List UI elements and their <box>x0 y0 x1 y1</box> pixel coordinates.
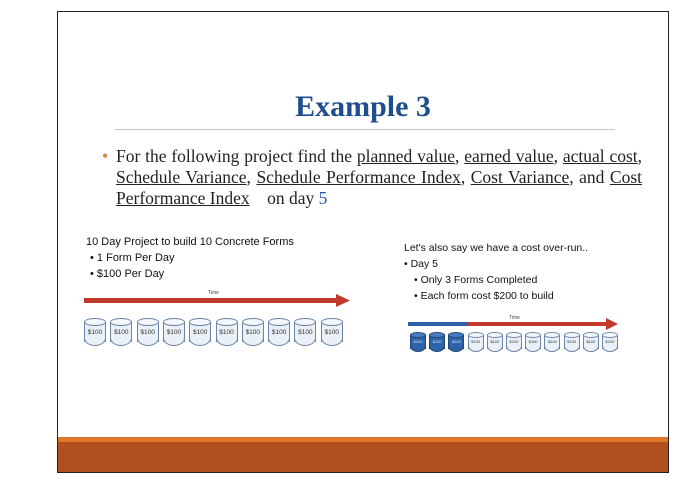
term-spi: Schedule Performance Index <box>256 167 461 187</box>
term-cost-variance: Cost Variance <box>470 167 570 187</box>
form-cost-label: $100 <box>114 329 129 336</box>
term-cpi: Cost Performance Index <box>116 167 642 208</box>
form-cost-label: $100 <box>490 339 500 344</box>
form-cost-label: $100 <box>219 329 234 336</box>
form-cost-label: $100 <box>140 329 155 336</box>
right-time-label: Time <box>509 315 520 321</box>
concrete-form <box>564 332 580 352</box>
term-schedule-variance: Schedule Variance <box>116 167 247 187</box>
form-cost-label: $100 <box>166 329 182 336</box>
form-cost-label: $100 <box>509 339 519 344</box>
concrete-form <box>242 318 264 346</box>
concrete-form <box>410 332 426 352</box>
right-item: • Day 5 <box>404 258 439 270</box>
form-cost-label: $100 <box>547 339 557 344</box>
right-time-arrow <box>408 318 620 330</box>
term-actual-cost: actual cost <box>562 146 638 166</box>
title-divider <box>115 129 615 130</box>
form-cost-label: $200 <box>432 339 442 344</box>
term-earned-value: earned value <box>464 146 554 166</box>
concrete-form <box>468 332 484 352</box>
concrete-form <box>189 318 211 346</box>
concrete-form <box>448 332 464 352</box>
form-cost-label: $100 <box>245 329 261 336</box>
concrete-form <box>544 332 560 352</box>
form-cost-label: $100 <box>528 339 538 344</box>
form-cost-label: $100 <box>605 339 615 344</box>
form-cost-label: $100 <box>298 329 313 336</box>
concrete-form <box>294 318 316 346</box>
slide <box>57 11 669 473</box>
right-subitem: • Each form cost $200 to build <box>414 290 554 302</box>
form-cost-label: $100 <box>87 329 103 336</box>
concrete-form <box>487 332 503 352</box>
concrete-form <box>321 318 343 346</box>
concrete-form <box>216 318 238 346</box>
concrete-form <box>602 332 618 352</box>
bullet-text: For the following project find the planned value, earned value, actual cost, Schedule Variance, Schedule Performance Index, Cost Variance, and Cost Performance Index on day 5 <box>116 146 643 208</box>
bullet-dot-icon: • <box>102 146 109 166</box>
right-subitem: • Only 3 Forms Completed <box>414 274 538 286</box>
left-time-arrow <box>84 294 352 308</box>
form-cost-label: $100 <box>567 339 577 344</box>
slide-title: Example 3 <box>295 90 431 123</box>
concrete-form <box>268 318 290 346</box>
concrete-form <box>525 332 541 352</box>
concrete-form <box>429 332 445 352</box>
right-heading: Let's also say we have a cost over-run.. <box>404 242 589 254</box>
form-cost-label: $100 <box>586 339 596 344</box>
form-cost-label: $200 <box>451 339 461 344</box>
right-panel <box>404 242 654 306</box>
form-cost-label: $100 <box>192 329 208 336</box>
concrete-form <box>137 318 159 346</box>
concrete-form <box>163 318 185 346</box>
left-panel <box>86 236 356 284</box>
form-cost-label: $100 <box>471 339 481 344</box>
left-time-label: Time <box>208 290 219 296</box>
left-item: • $100 Per Day <box>90 268 165 280</box>
concrete-form <box>583 332 599 352</box>
left-heading: 10 Day Project to build 10 Concrete Forms <box>86 236 294 248</box>
form-cost-label: $100 <box>324 329 339 336</box>
footer-bar <box>58 442 668 472</box>
concrete-form <box>84 318 106 346</box>
day-number: 5 <box>318 188 328 208</box>
form-cost-label: $100 <box>271 329 287 336</box>
form-cost-label: $200 <box>413 339 423 344</box>
left-item: • 1 Form Per Day <box>90 252 175 264</box>
bullet-question <box>102 146 642 209</box>
concrete-form <box>110 318 132 346</box>
term-planned-value: planned value <box>356 146 456 166</box>
concrete-form <box>506 332 522 352</box>
